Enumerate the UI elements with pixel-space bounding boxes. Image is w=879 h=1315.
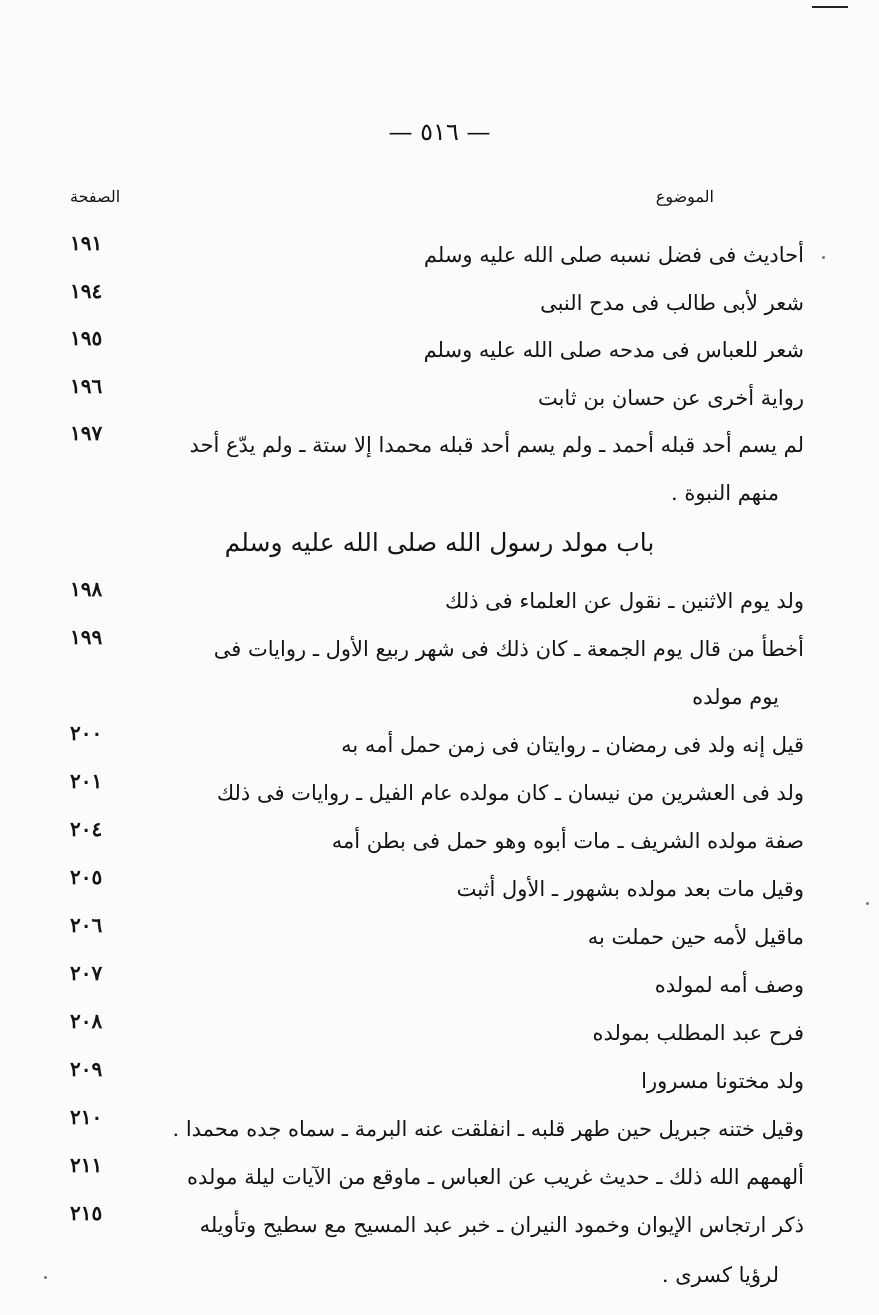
entry-text: فرح عبد المطلب بمولده: [592, 1021, 804, 1045]
page-column-header: الصفحة: [70, 187, 121, 206]
entry-page: ٢٠٤: [70, 817, 103, 841]
entry-page: ١٩٩: [70, 625, 103, 649]
entry-page: ٢٠٠: [70, 721, 103, 745]
entry-text: ولد مختونا مسرورا: [641, 1069, 804, 1093]
toc-entry: [0, 422, 879, 468]
entry-page: ٢٠٥: [70, 865, 103, 889]
scan-speck: [866, 902, 869, 905]
entry-text: ذكر ارتجاس الإيوان وخمود النيران ـ خبر عبد المسيح مع سطيح وتأويله: [199, 1213, 804, 1237]
entry-text: وصف أمه لمولده: [654, 973, 804, 997]
toc-entry: [0, 722, 879, 768]
entry-text: شعر للعباس فى مدحه صلى الله عليه وسلم: [423, 338, 804, 362]
toc-entry: [0, 578, 879, 624]
entry-continuation: يوم مولده: [692, 685, 779, 709]
toc-entry: [0, 375, 879, 421]
toc-entry: [0, 866, 879, 912]
entry-page: ٢١١: [70, 1153, 103, 1177]
scan-speck: [44, 1276, 47, 1279]
toc-entry: [0, 818, 879, 864]
entry-text: قيل إنه ولد فى رمضان ـ روايتان فى زمن حمل أمه به: [341, 733, 804, 757]
entry-continuation: لرؤيا كسرى .: [661, 1263, 779, 1287]
entry-page: ١٩١: [70, 231, 103, 255]
entry-page: ٢١٥: [70, 1201, 103, 1225]
toc-entry: [0, 232, 879, 278]
toc-entry: [0, 1010, 879, 1056]
topic-column-header: الموضوع: [655, 187, 714, 206]
entry-page: ٢١٠: [70, 1105, 103, 1129]
entry-page: ٢٠١: [70, 769, 103, 793]
toc-entry: [0, 626, 879, 672]
entry-text: لم يسم أحد قبله أحمد ـ ولم يسم أحد قبله محمدا إلا ستة ـ ولم يدّع أحد: [189, 433, 804, 457]
entry-text: شعر لأبى طالب فى مدح النبى: [540, 291, 804, 315]
entry-text: صفة مولده الشريف ـ مات أبوه وهو حمل فى بطن أمه: [331, 829, 804, 853]
entry-text: ماقيل لأمه حين حملت به: [587, 925, 804, 949]
toc-entry: [0, 962, 879, 1008]
entry-text: أحاديث فى فضل نسبه صلى الله عليه وسلم: [423, 243, 804, 267]
entry-page: ١٩٤: [70, 279, 103, 303]
entry-page: ١٩٥: [70, 326, 103, 350]
toc-entry: [0, 914, 879, 960]
toc-entry: [0, 1202, 879, 1248]
toc-entry: [0, 1154, 879, 1200]
entry-page: ١٩٧: [70, 421, 103, 445]
entry-text: ألهمهم الله ذلك ـ حديث غريب عن العباس ـ ماوقع من الآيات ليلة مولده: [187, 1165, 804, 1189]
top-rule: [812, 6, 848, 8]
entry-text: وقيل مات بعد مولده بشهور ـ الأول أثبت: [456, 877, 804, 901]
entry-text: ولد فى العشرين من نيسان ـ كان مولده عام الفيل ـ روايات فى ذلك: [216, 781, 804, 805]
entry-page: ٢٠٨: [70, 1009, 103, 1033]
section-title: باب مولد رسول الله صلى الله عليه وسلم: [224, 528, 655, 557]
toc-entry: [0, 770, 879, 816]
entry-text: أخطأ من قال يوم الجمعة ـ كان ذلك فى شهر ربيع الأول ـ روايات فى: [213, 637, 804, 661]
page-number: — ٥١٦ —: [388, 118, 491, 146]
entry-page: ٢٠٩: [70, 1057, 103, 1081]
entry-text: ولد يوم الاثنين ـ نقول عن العلماء فى ذلك: [445, 589, 804, 613]
scan-speck: [822, 256, 825, 259]
entry-text: رواية أخرى عن حسان بن ثابت: [537, 386, 804, 410]
toc-entry: [0, 1106, 879, 1152]
entry-continuation: منهم النبوة .: [670, 481, 779, 505]
toc-entry: [0, 280, 879, 326]
toc-entry: [0, 327, 879, 373]
entry-page: ١٩٦: [70, 374, 103, 398]
entry-page: ١٩٨: [70, 577, 103, 601]
entry-text: وقيل ختنه جبريل حين طهر قلبه ـ انفلقت عنه البرمة ـ سماه جده محمدا .: [172, 1117, 804, 1141]
toc-entry: [0, 1058, 879, 1104]
entry-page: ٢٠٦: [70, 913, 103, 937]
entry-page: ٢٠٧: [70, 961, 103, 985]
